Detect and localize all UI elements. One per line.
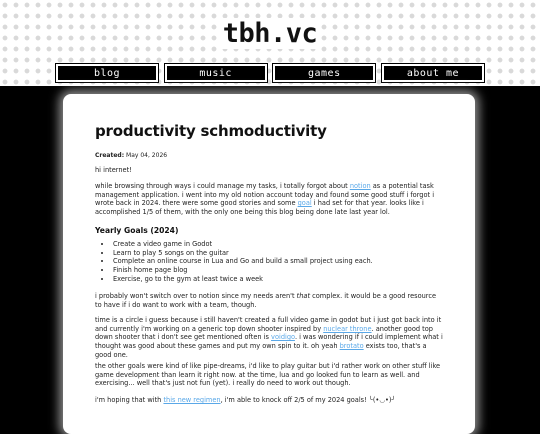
goal-item: • Complete an online course in Lua and Go and build a small project using each.	[112, 257, 373, 266]
paragraph-4: the other goals were kind of like pipe-dreams, i'd like to play guitar but i'd rather work on other stuff like game development than learn it right now. at the time, lua and go looked fun to learn as well. and exercising... well that's just not fun (yet). i really do need to work out though.	[95, 362, 441, 388]
goals-list	[95, 240, 373, 284]
nav-about-me[interactable]: about me	[382, 64, 484, 82]
goal-item: • Exercise, go to the gym at least twice a week	[112, 275, 373, 284]
nav-games[interactable]: games	[273, 64, 375, 82]
nav-music[interactable]: music	[165, 64, 267, 82]
link-brotato[interactable]: brotato	[339, 342, 364, 351]
site-title[interactable]: tbh.vc	[0, 18, 540, 49]
created-date: May 04, 2026	[126, 152, 168, 159]
link-nuclear-throne[interactable]: nuclear throne	[323, 324, 372, 333]
post-meta	[95, 152, 167, 159]
paragraph-1: while browsing through ways i could manage my tasks, i totally forgot about notion as a potential task management application. i went into my old notion account today and found some good stuff i forgot i wrote back in 2024. there were some good stories and some goal i had set for that year. looks like i accomplished 1/5 of them, with the only one being this blog being done late last year lol.	[95, 182, 435, 217]
paragraph-2: i probably won't switch over to notion since my needs aren't that complex. it would be a good resource to have if i do want to work with a team, though.	[95, 292, 437, 309]
nav-blog[interactable]: blog	[56, 64, 158, 82]
paragraph-5: i'm hoping that with this new regimen, i'm able to knock off 2/5 of my 2024 goals! ╰(•◡•)╯	[95, 396, 396, 404]
main-nav	[56, 64, 484, 82]
post-card	[63, 94, 475, 434]
goal-item: • Learn to play 5 songs on the guitar	[112, 249, 373, 258]
goal-item: • Finish home page blog	[112, 266, 373, 275]
link-notion[interactable]: notion	[349, 182, 371, 190]
goal-item: • Create a video game in Godot	[112, 240, 373, 249]
created-label: Created:	[95, 152, 125, 159]
goals-heading: Yearly Goals (2024)	[95, 226, 179, 235]
link-voidigo[interactable]: voidigo	[271, 333, 295, 342]
link-goal[interactable]: goal	[297, 199, 312, 208]
greeting: hi internet!	[95, 166, 132, 174]
paragraph-3: time is a circle i guess because i still haven't created a full video game in godot but i just got back into it and currently i'm working on a generic top down shooter inspired by nuclear throne. another good top down shooter that i don't see get mentioned often is voidigo. i was wondering if i could implement what i thought was good about these games and put my own spin to it. oh yeah brotato exists too, that's a good one.	[95, 316, 443, 359]
post-title: productivity schmoductivity	[95, 122, 327, 140]
link-new-regimen[interactable]: this new regimen	[163, 396, 221, 404]
